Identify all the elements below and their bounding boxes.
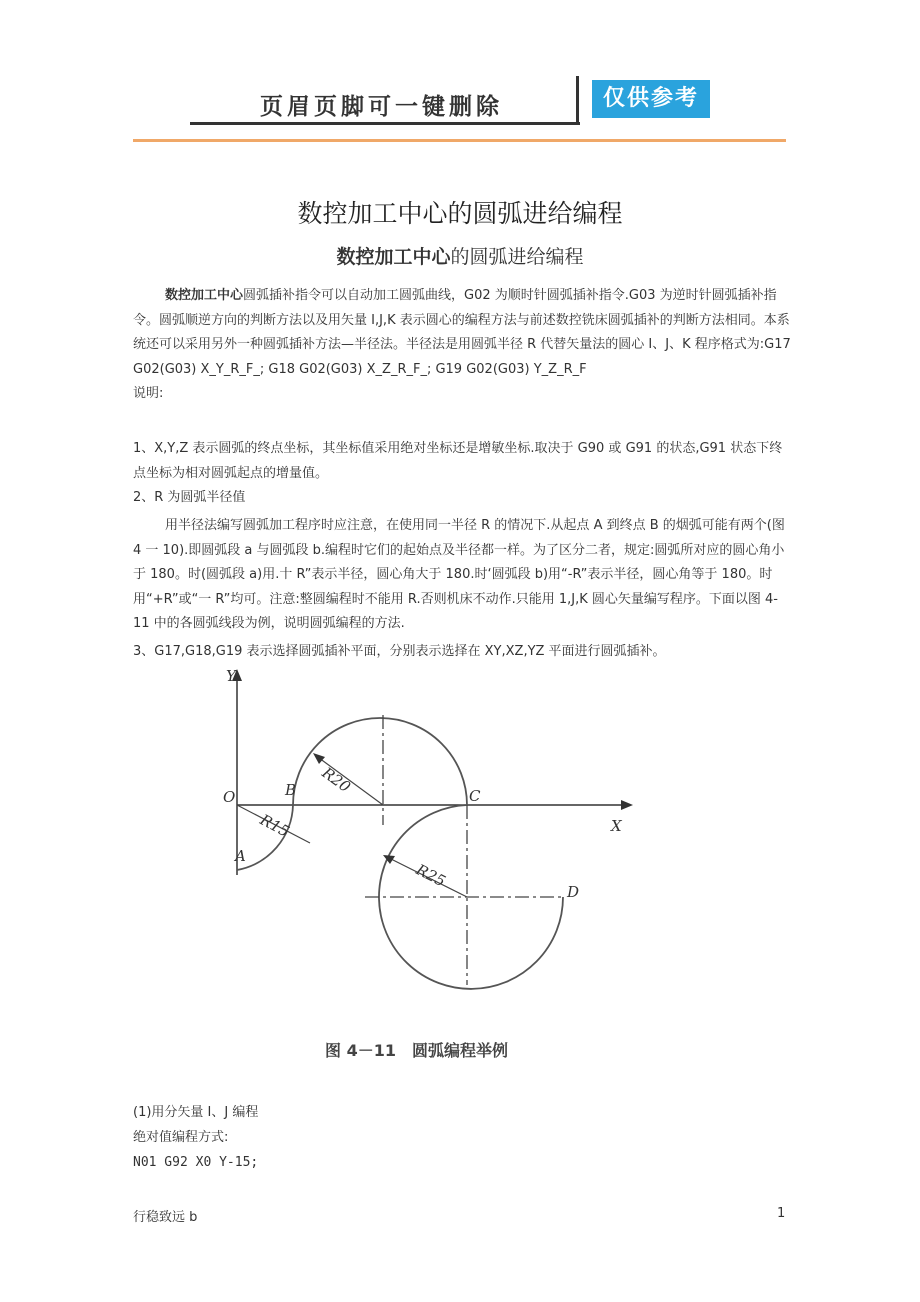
- item-3: 3、G17,G18,G19 表示选择圆弧插补平面，分别表示选择在 XY,XZ,YZ 平面进行圆弧插补。: [133, 644, 666, 659]
- document-subtitle: [0, 242, 920, 269]
- r25-label: R25: [413, 860, 449, 891]
- after-line-3: N01 G92 X0 Y-15;: [133, 1155, 259, 1170]
- intro-text: 圆弧插补指令可以自动加工圆弧曲线，G02 为顺时针圆弧插补指令.G03 为逆时针圆弧插补指令。圆弧顺逆方向的判断方法以及用矢量 I,J,K 表示圆心的编程方法与前述数控铣床圆弧插补的判断方法相同。本系统还可以采用另外一种圆弧插补方法—半径法。半径法是用圆弧半径 R 代替矢量法的圆心 I、J、K 程序格式为:G17 G02(G03) X_Y_R_F_; G18 G02(G03) X_Z_R_F_; G19 G02(G03) Y_Z_R_F: [133, 288, 791, 377]
- x-axis-label: X: [611, 817, 622, 835]
- reference-badge: 仅供参考: [592, 80, 710, 118]
- intro-lead: 数控加工中心: [165, 288, 244, 303]
- item-2-body: 用半径法编写圆弧加工程序时应注意，在使用同一半径 R 的情况下.从起点 A 到终点 B 的烟弧可能有两个(图 4 一 10).即圆弧段 a 与圆弧段 b.编程时它们的起始点及半径都一样。为了区分二者，规定:圆弧所对应的圆心角小于 180。时(圆弧段 a)用.十 R”表示半径，圆心角大于 180.时‘圆弧段 b)用“-R”表示半径，圆心角等于 180。时用“+R”或“一 R”均可。注意:整圆编程时不能用 R.否则机床不动作.只能用 1,J,K 圆心矢量编写程序。下面以图 4-11 中的各圆弧线段为例，说明圆弧编程的方法.: [133, 518, 785, 631]
- header-underline: [190, 122, 580, 125]
- x-axis-arrow: [621, 800, 633, 810]
- figure-caption: 图 4－11 圆弧编程举例: [325, 1041, 508, 1060]
- origin-label: O: [223, 788, 236, 806]
- y-axis-label: Y: [226, 667, 236, 685]
- header-banner: [190, 74, 730, 130]
- header-rule: [133, 139, 786, 142]
- item-1: 1、X,Y,Z 表示圆弧的终点坐标，其坐标值采用绝对坐标还是增敏坐标.取决于 G90 或 G91 的状态,G91 状态下终点坐标为相对圆弧起点的增量值。: [133, 441, 783, 481]
- point-a-label: A: [235, 847, 246, 865]
- after-line-1: (1)用分矢量 I、J 编程: [133, 1105, 259, 1120]
- point-b-label: B: [285, 781, 297, 799]
- document-title: 数控加工中心的圆弧进给编程: [297, 199, 623, 228]
- subtitle-rest: 的圆弧进给编程: [450, 246, 584, 268]
- r15-label: R15: [257, 810, 293, 841]
- subtitle-bold: 数控加工中心: [336, 246, 451, 268]
- footer-text: 行稳致远 b: [133, 1210, 198, 1225]
- intro-paragraph: [133, 284, 793, 382]
- explain-label: 说明:: [133, 386, 164, 401]
- after-line-2: 绝对值编程方式:: [133, 1130, 229, 1145]
- r20-label: R20: [318, 763, 354, 797]
- point-d-label: D: [567, 883, 580, 901]
- item-2-title: 2、R 为圆弧半径值: [133, 490, 246, 505]
- header-divider: [576, 76, 579, 124]
- page-number: 1: [777, 1206, 786, 1221]
- radius-r20-arrow: [313, 753, 325, 764]
- point-c-label: C: [469, 787, 481, 805]
- header-banner-text: 页眉页脚可一键删除: [260, 93, 503, 120]
- arc-programming-figure: [215, 665, 685, 1075]
